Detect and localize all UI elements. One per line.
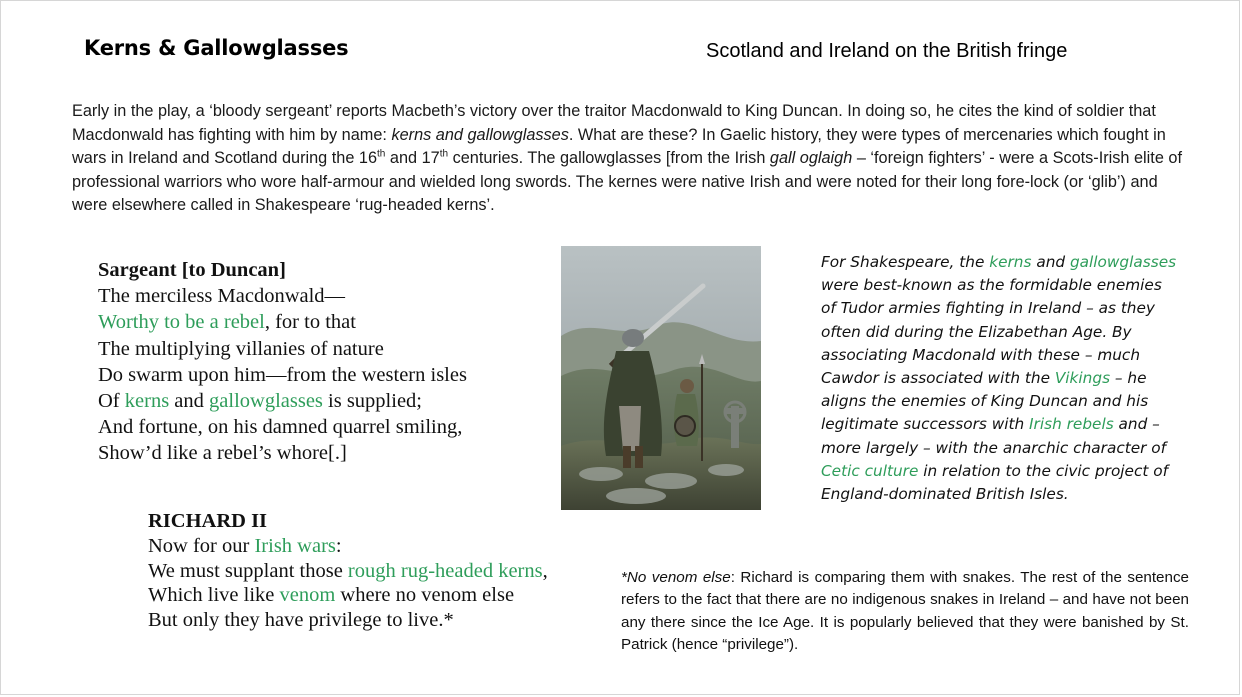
richard-line-2 — [148, 559, 578, 584]
sidebar-text-6: in relation to the civic project of England-dominated British Isles. — [821, 461, 1168, 504]
intro-paragraph — [72, 100, 1182, 218]
macbeth-speaker: Sargeant [to Duncan] — [98, 259, 286, 281]
intro-italic-2: gall oglaigh — [769, 149, 853, 167]
sidebar-text-3: were best-known as the formidable enemies of Tudor armies fighting in Ireland – as they often did during the Elizabethan Age. By associating Macdonald with these – much Cawdor is associated with the — [821, 276, 1162, 388]
sidebar-text-1: For Shakespeare, the — [821, 253, 990, 271]
highlight-rug-headed-kerns: rough rug-headed kerns — [347, 559, 543, 582]
context-sidebar — [821, 251, 1181, 506]
sidebar-text-4: – he aligns the enemies of King Duncan and his legitimate successors with — [821, 369, 1149, 434]
highlight-irish-wars: Irish wars — [254, 534, 336, 557]
richard-line-3-a: Which live like — [148, 584, 280, 607]
macbeth-line-5-c: is supplied; — [322, 390, 422, 413]
highlight-worthy-rebel: Worthy to be a rebel — [98, 311, 265, 334]
macbeth-line-6: And fortune, on his damned quarrel smiling, — [98, 416, 463, 439]
intro-text-4: centuries. The gallowglasses [from the Irish — [448, 149, 770, 167]
macbeth-line-4: Do swarm upon him—from the western isles — [98, 363, 467, 386]
sidebar-highlight-gallowglasses: gallowglasses — [1069, 253, 1177, 271]
richard-line-1-a: Now for our — [148, 534, 255, 557]
intro-sup-1: th — [377, 148, 386, 160]
richard-line-2-a: We must supplant those — [148, 559, 348, 582]
footnote-lead: *No venom else — [621, 569, 731, 586]
richard-line-1-b: : — [335, 534, 342, 557]
richard-quote — [148, 509, 578, 633]
macbeth-line-1: The merciless Macdonwald— — [98, 285, 346, 308]
sidebar-highlight-irish-rebels: Irish rebels — [1029, 415, 1114, 434]
highlight-gallowglasses: gallowglasses — [209, 390, 323, 413]
page-subtitle: Scotland and Ireland on the British fringe — [706, 40, 1068, 62]
sidebar-text-2: and — [1031, 253, 1070, 271]
intro-text-3: and 17 — [385, 149, 440, 167]
sidebar-highlight-kerns: kerns — [989, 253, 1032, 271]
macbeth-line-2 — [98, 309, 528, 335]
richard-line-3-b: where no venom else — [335, 584, 515, 607]
richard-line-3 — [148, 583, 578, 608]
intro-text-5: – ‘foreign fighters’ - were a Scots-Irish elite of professional warriors who wore half-armour and wielded long swords. The kernes were native Irish and were noted for their long fore-lock (or ‘glib’) and were elsewhere called in Shakespeare ‘rug-headed kerns’. — [72, 149, 1182, 214]
page-title: Kerns & Gallowglasses — [84, 36, 349, 60]
highlight-kerns: kerns — [124, 390, 170, 413]
footnote-text: : Richard is comparing them with snakes. The rest of the sentence refers to the fact that there are no indigenous snakes in Ireland – and have not been any there since the Ice Age. It is popularly believed that they were banished by St. Patrick (hence “privilege”). — [621, 569, 1189, 654]
intro-text-2: . What are these? In Gaelic history, they were types of mercenaries which fought in wars in Ireland and Scotland during the 16 — [72, 125, 1166, 167]
macbeth-line-2-rest: , for to that — [264, 311, 356, 334]
footnote-no-venom — [621, 567, 1189, 657]
sidebar-highlight-cetic-culture: Cetic culture — [821, 461, 919, 480]
intro-sup-2: th — [439, 148, 449, 160]
sidebar-text-5: and – more largely – with the anarchic character of — [821, 415, 1167, 457]
intro-text-1: Early in the play, a ‘bloody sergeant’ reports Macbeth’s victory over the traitor Macdonwald to King Duncan. In doing so, he cites the kind of soldier that Macdonwald has fighting with him by name: — [72, 102, 1156, 144]
warrior-illustration-svg — [561, 246, 761, 510]
richard-line-1 — [148, 534, 578, 559]
macbeth-line-7: Show’d like a rebel’s whore[.] — [98, 442, 347, 465]
sidebar-highlight-vikings: Vikings — [1054, 369, 1111, 388]
richard-line-4: But only they have privilege to live.* — [148, 609, 454, 632]
macbeth-line-3: The multiplying villanies of nature — [98, 337, 384, 360]
richard-speaker: RICHARD II — [148, 510, 268, 532]
macbeth-line-5 — [98, 388, 528, 414]
intro-italic-1: kerns and gallowglasses — [391, 125, 569, 144]
macbeth-quote — [98, 257, 528, 467]
highlight-venom: venom — [279, 584, 336, 607]
macbeth-line-5-a: Of — [98, 390, 125, 413]
richard-line-2-b: , — [542, 559, 548, 582]
gallowglass-warrior-illustration — [561, 246, 761, 510]
macbeth-line-5-b: and — [169, 390, 210, 413]
